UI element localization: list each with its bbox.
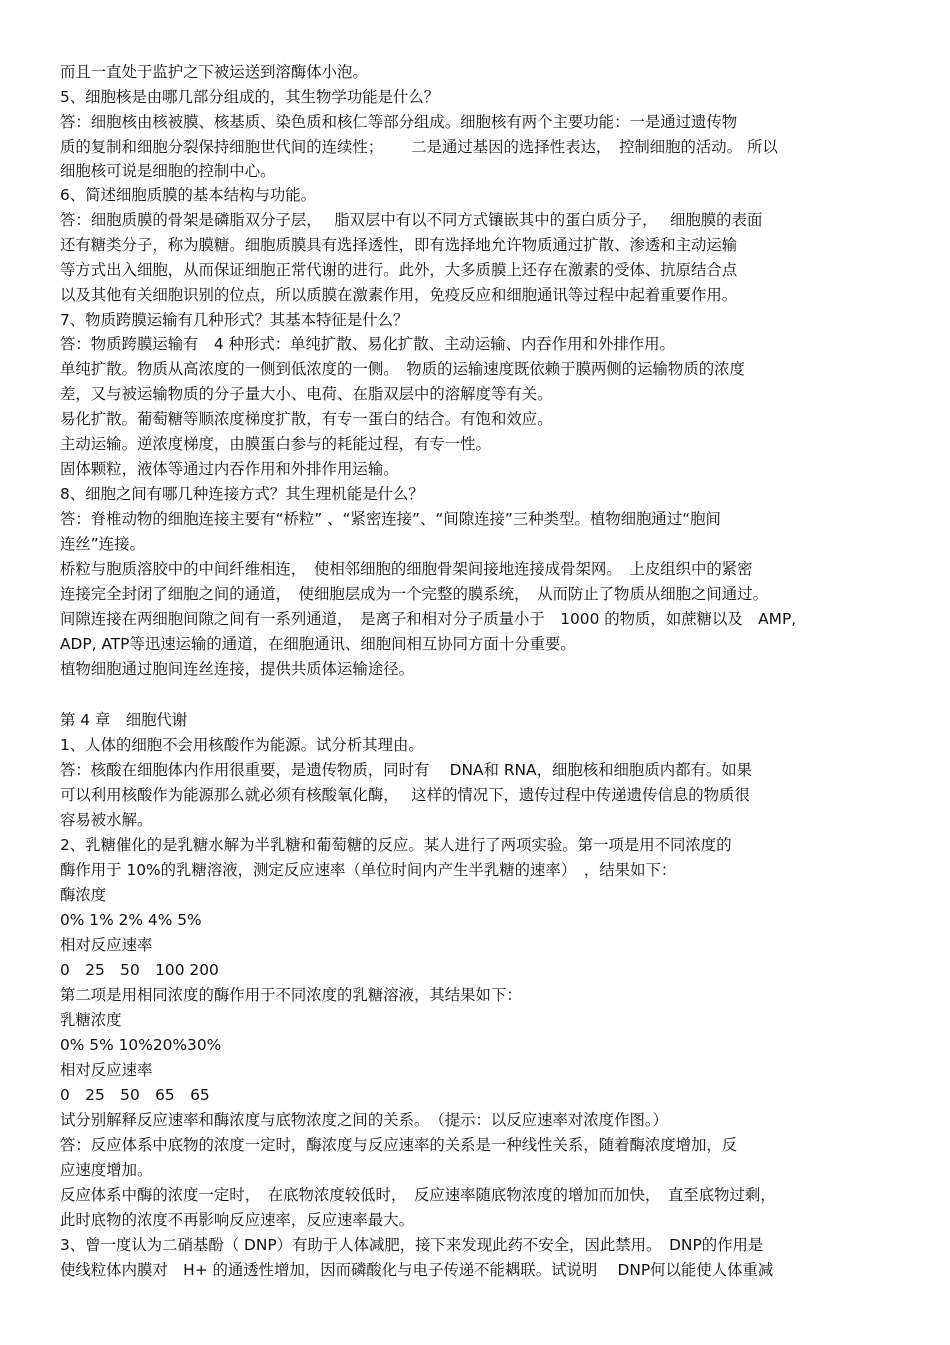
text-line: ADP, ATP等迅速运输的通道，在细胞通讯、细胞间相互协同方面十分重要。 <box>60 635 576 653</box>
text-line: 质的复制和细胞分裂保持细胞世代间的连续性； 二是通过基因的选择性表达， 控制细胞的活动。 所以 <box>60 138 778 156</box>
text-line: 细胞核可说是细胞的控制中心。 <box>60 162 276 180</box>
table-values: 0 25 50 65 65 <box>60 1086 210 1104</box>
table-label: 乳糖浓度 <box>60 1011 122 1029</box>
question-1: 1、人体的细胞不会用核酸作为能源。试分析其理由。 <box>60 736 424 754</box>
text-line: 答：反应体系中底物的浓度一定时，酶浓度与反应速率的关系是一种线性关系，随着酶浓度增加，反 <box>60 1136 738 1154</box>
text-line: 还有糖类分子，称为膜糖。细胞质膜具有选择透性，即有选择地允许物质通过扩散、渗透和主动运输 <box>60 236 738 254</box>
question-5: 5、细胞核是由哪几部分组成的，其生物学功能是什么？ <box>60 88 440 106</box>
text-line: 答：细胞质膜的骨架是磷脂双分子层， 脂双层中有以不同方式镶嵌其中的蛋白质分子， 细胞膜的表面 <box>60 211 763 229</box>
text-line: 差，又与被运输物质的分子量大小、电荷、在脂双层中的溶解度等有关。 <box>60 385 553 403</box>
table-values: 0% 1% 2% 4% 5% <box>60 911 202 929</box>
text-line: 固体颗粒，液体等通过内吞作用和外排作用运输。 <box>60 460 399 478</box>
text-line: 以及其他有关细胞识别的位点，所以质膜在激素作用，免疫反应和细胞通讯等过程中起着重要作用。 <box>60 286 738 304</box>
text-line: 连丝”连接。 <box>60 535 145 553</box>
text-line: 答：物质跨膜运输有 4 种形式：单纯扩散、易化扩散、主动运输、内吞作用和外排作用。 <box>60 335 675 353</box>
table-label: 酶浓度 <box>60 886 107 904</box>
text-line: 连接完全封闭了细胞之间的通道， 使细胞层成为一个完整的膜系统， 从而防止了物质从细胞之间通过。 <box>60 585 768 603</box>
text-line: 而且一直处于监护之下被运送到溶酶体小泡。 <box>60 63 368 81</box>
text-line: 桥粒与胞质溶胶中的中间纤维相连， 使相邻细胞的细胞骨架间接地连接成骨架网。 上皮组织中的紧密 <box>60 560 753 578</box>
text-line: 试分别解释反应速率和酶浓度与底物浓度之间的关系。 （提示：以反应速率对浓度作图。） <box>60 1111 668 1129</box>
table-values: 0 25 50 100 200 <box>60 961 219 979</box>
text-line: 主动运输。逆浓度梯度，由膜蛋白参与的耗能过程，有专一性。 <box>60 435 491 453</box>
text-line: 第二项是用相同浓度的酶作用于不同浓度的乳糖溶液，其结果如下： <box>60 986 522 1004</box>
text-line: 此时底物的浓度不再影响反应速率，反应速率最大。 <box>60 1211 414 1229</box>
chapter-heading: 第 4 章 细胞代谢 <box>60 711 188 729</box>
text-line: 答：脊椎动物的细胞连接主要有“桥粒” 、“紧密连接”、“间隙连接”三种类型。植物细胞通过“胞间 <box>60 510 721 528</box>
text-line: 使线粒体内膜对 H+ 的通透性增加，因而磷酸化与电子传递不能耦联。试说明 DNP何以能使人体重减 <box>60 1261 774 1279</box>
text-line: 易化扩散。葡萄糖等顺浓度梯度扩散，有专一蛋白的结合。有饱和效应。 <box>60 410 553 428</box>
table-values: 0% 5% 10%20%30% <box>60 1036 222 1054</box>
text-line: 答：细胞核由核被膜、核基质、染色质和核仁等部分组成。细胞核有两个主要功能：一是通过遗传物 <box>60 113 738 131</box>
question-7: 7、物质跨膜运输有几种形式？其基本特征是什么？ <box>60 311 409 329</box>
question-2: 2、乳糖催化的是乳糖水解为半乳糖和葡萄糖的反应。某人进行了两项实验。第一项是用不同浓度的 <box>60 836 732 854</box>
text-line: 间隙连接在两细胞间隙之间有一系列通道， 是离子和相对分子质量小于 1000 的物质，如蔗糖以及 AMP, <box>60 610 797 628</box>
text-line: 酶作用于 10%的乳糖溶液，测定反应速率（单位时间内产生半乳糖的速率） ，结果如下： <box>60 861 677 879</box>
text-line: 应速度增加。 <box>60 1161 153 1179</box>
text-line: 答：核酸在细胞体内作用很重要，是遗传物质，同时有 DNA和 RNA，细胞核和细胞质内都有。如果 <box>60 761 753 779</box>
text-line: 容易被水解。 <box>60 811 153 829</box>
table-label: 相对反应速率 <box>60 936 153 954</box>
question-8: 8、细胞之间有哪几种连接方式？其生理机能是什么？ <box>60 485 424 503</box>
question-3: 3、曾一度认为二硝基酚（ DNP）有助于人体减肥，接下来发现此药不安全，因此禁用。 DNP的作用是 <box>60 1236 764 1254</box>
text-line: 等方式出入细胞，从而保证细胞正常代谢的进行。此外，大多质膜上还存在激素的受体、抗原结合点 <box>60 261 738 279</box>
text-line: 单纯扩散。物质从高浓度的一侧到低浓度的一侧。 物质的运输速度既依赖于膜两侧的运输物质的浓度 <box>60 360 745 378</box>
text-line: 植物细胞通过胞间连丝连接，提供共质体运输途径。 <box>60 660 414 678</box>
text-line: 反应体系中酶的浓度一定时， 在底物浓度较低时， 反应速率随底物浓度的增加而加快， 直至底物过剩， <box>60 1186 776 1204</box>
question-6: 6、简述细胞质膜的基本结构与功能。 <box>60 186 317 204</box>
text-line: 可以利用核酸作为能源那么就必须有核酸氧化酶， 这样的情况下，遗传过程中传递遗传信息的物质很 <box>60 786 750 804</box>
table-label: 相对反应速率 <box>60 1061 153 1079</box>
